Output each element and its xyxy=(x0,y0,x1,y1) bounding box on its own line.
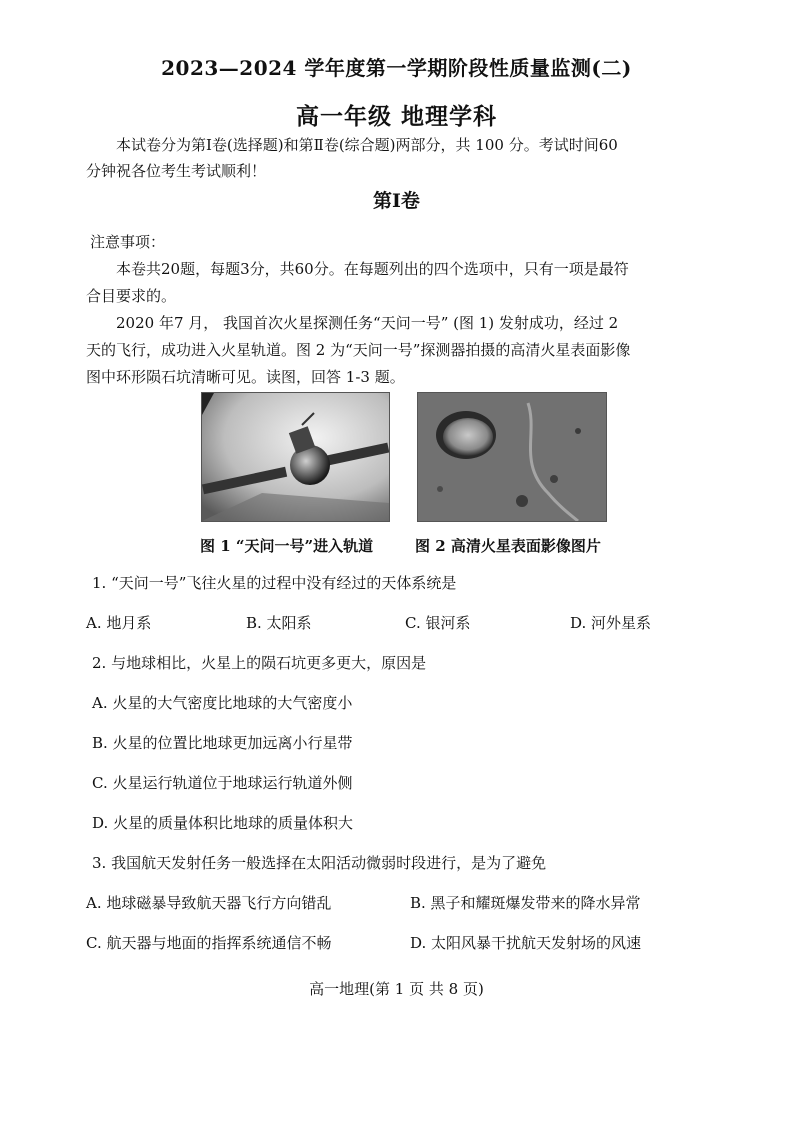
figure-1-caption: 图 1 “天问一号”进入轨道 xyxy=(200,537,374,555)
question-2-option-c: C. 火星运行轨道位于地球运行轨道外侧 xyxy=(92,774,353,792)
passage-line-2: 天的飞行，成功进入火星轨道。图 2 为“天问一号”探测器拍摄的高清火星表面影像 xyxy=(86,341,631,359)
figure-2-caption: 图 2 高清火星表面影像图片 xyxy=(415,537,601,555)
intro-line-2: 分钟祝各位考生考试顺利！ xyxy=(86,162,267,180)
section-title: 第Ⅰ卷 xyxy=(373,190,420,212)
notice-line-1: 本卷共20题，每题3分，共60分。在每题列出的四个选项中，只有一项是最符 xyxy=(116,260,629,278)
question-3-option-a: A. 地球磁暴导致航天器飞行方向错乱 xyxy=(86,894,332,912)
notice-line-2: 合目要求的。 xyxy=(86,287,177,305)
question-1-stem: 1. “天问一号”飞往火星的过程中没有经过的天体系统是 xyxy=(92,574,457,592)
question-1-option-b: B. 太阳系 xyxy=(246,614,312,632)
passage-line-1: 2020 年7 月， 我国首次火星探测任务“天问一号” (图 1) 发射成功，经过 2 xyxy=(116,314,619,332)
spacecraft-image xyxy=(202,393,389,521)
question-3-option-d: D. 太阳风暴干扰航天发射场的风速 xyxy=(410,934,642,952)
question-3-stem: 3. 我国航天发射任务一般选择在太阳活动微弱时段进行，是为了避免 xyxy=(92,854,547,872)
question-2-option-b: B. 火星的位置比地球更加远离小行星带 xyxy=(92,734,353,752)
question-2-option-d: D. 火星的质量体积比地球的质量体积大 xyxy=(92,814,354,832)
mars-surface-image xyxy=(418,393,606,521)
question-2-option-a: A. 火星的大气密度比地球的大气密度小 xyxy=(92,694,353,712)
question-3-option-b: B. 黑子和耀斑爆发带来的降水异常 xyxy=(410,894,641,912)
question-2-stem: 2. 与地球相比，火星上的陨石坑更多更大，原因是 xyxy=(92,654,427,672)
exam-title: 2023—2024 学年度第一学期阶段性质量监测(二) xyxy=(161,56,632,80)
question-1-option-c: C. 银河系 xyxy=(405,614,471,632)
page-footer: 高一地理(第 1 页 共 8 页) xyxy=(309,980,484,998)
figure-1-spacecraft xyxy=(201,392,390,522)
question-3-option-c: C. 航天器与地面的指挥系统通信不畅 xyxy=(86,934,332,952)
passage-line-3: 图中环形陨石坑清晰可见。读图，回答 1-3 题。 xyxy=(86,368,405,386)
exam-subtitle: 高一年级 地理学科 xyxy=(295,103,497,130)
notice-heading: 注意事项： xyxy=(90,233,166,251)
question-1-option-d: D. 河外星系 xyxy=(570,614,652,632)
figure-2-mars-surface xyxy=(417,392,607,522)
question-1-option-a: A. 地月系 xyxy=(86,614,152,632)
intro-line-1: 本试卷分为第Ⅰ卷(选择题)和第Ⅱ卷(综合题)两部分，共 100 分。考试时间60 xyxy=(116,136,618,154)
